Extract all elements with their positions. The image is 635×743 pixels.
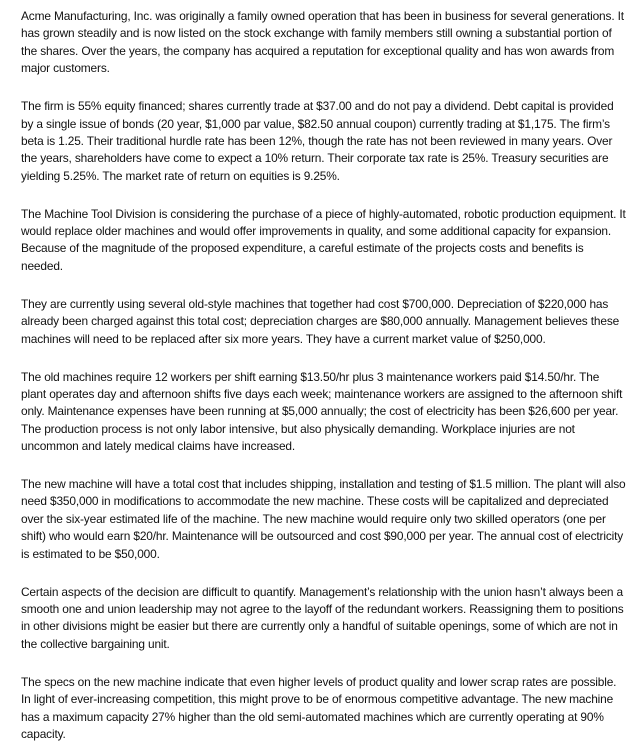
paragraph-union-considerations: Certain aspects of the decision are difficult to quantify. Management’s relationship with the union hasn’t always been a smooth one and union leadership may not agree to the layoff of the redundant workers. Reassigning them to positions in other divisions might be easier but there are currently only a handful of suitable openings, some of which are not in the collective bargaining unit. [21,584,624,651]
paragraph-proposed-equipment: The Machine Tool Division is considering the purchase of a piece of highly-automated, robotic production equipment. It would replace older machines and would offer improvements in quality, and some additional capacity for expansion. Because of the magnitude of the proposed expenditure, a careful estimate of the projects costs and benefits is needed. [21,206,626,273]
paragraph-old-machine-operations: The old machines require 12 workers per shift earning $13.50/hr plus 3 maintenance workers paid $14.50/hr. The plant operates day and afternoon shifts five days each week; maintenance workers are assigned to the afternoon shift only. Maintenance expenses have been running at $5,000 annually; the cost of electricity has been $26,600 per year. The production process is not only labor intensive, but also physically demanding. Workplace injuries are not uncommon and lately medical claims have increased. [21,369,623,454]
case-study-document [21,8,627,743]
paragraph-new-machine-costs: The new machine will have a total cost that includes shipping, installation and testing of $1.5 million. The plant will also need $350,000 in modifications to accommodate the new machine. These costs will be capitalized and depreciated over the six-year estimated life of the machine. The new machine would require only two skilled operators (one per shift) who would earn $20/hr. Maintenance will be outsourced and cost $90,000 per year. The annual cost of electricity is estimated to be $50,000. [21,477,626,561]
paragraph-new-machine-specs: The specs on the new machine indicate that even higher levels of product quality and lower scrap rates are possible. In light of ever-increasing competition, this might prove to be of enormous competitive advantage. The new machine has a maximum capacity 27% higher than the old semi-automated machines which are currently operating at 90% capacity. [21,674,617,741]
paragraph-company-background: Acme Manufacturing, Inc. was originally a family owned operation that has been in business for several generations. It has grown steadily and is now listed on the stock exchange with family members still owning a substantial portion of the shares. Over the years, the company has acquired a reputation for exceptional quality and has won awards from major customers. [21,9,624,76]
paragraph-financing: The firm is 55% equity financed; shares currently trade at $37.00 and do not pay a dividend. Debt capital is provided by a single issue of bonds (20 year, $1,000 par value, $82.50 annual coupon) currently trading at $1,175. The firm’s beta is 1.25. Their traditional hurdle rate has been 12%, though the rate has not been reviewed in many years. Over the years, shareholders have come to expect a 10% return. Their corporate tax rate is 25%. Treasury securities are yielding 5.25%. The market rate of return on equities is 9.25%. [21,99,614,183]
paragraph-old-machines: They are currently using several old-style machines that together had cost $700,000. Depreciation of $220,000 has already been charged against this total cost; depreciation charges are $80,000 annually. Management believes these machines will need to be replaced after six more years. They have a current market value of $250,000. [21,296,620,346]
